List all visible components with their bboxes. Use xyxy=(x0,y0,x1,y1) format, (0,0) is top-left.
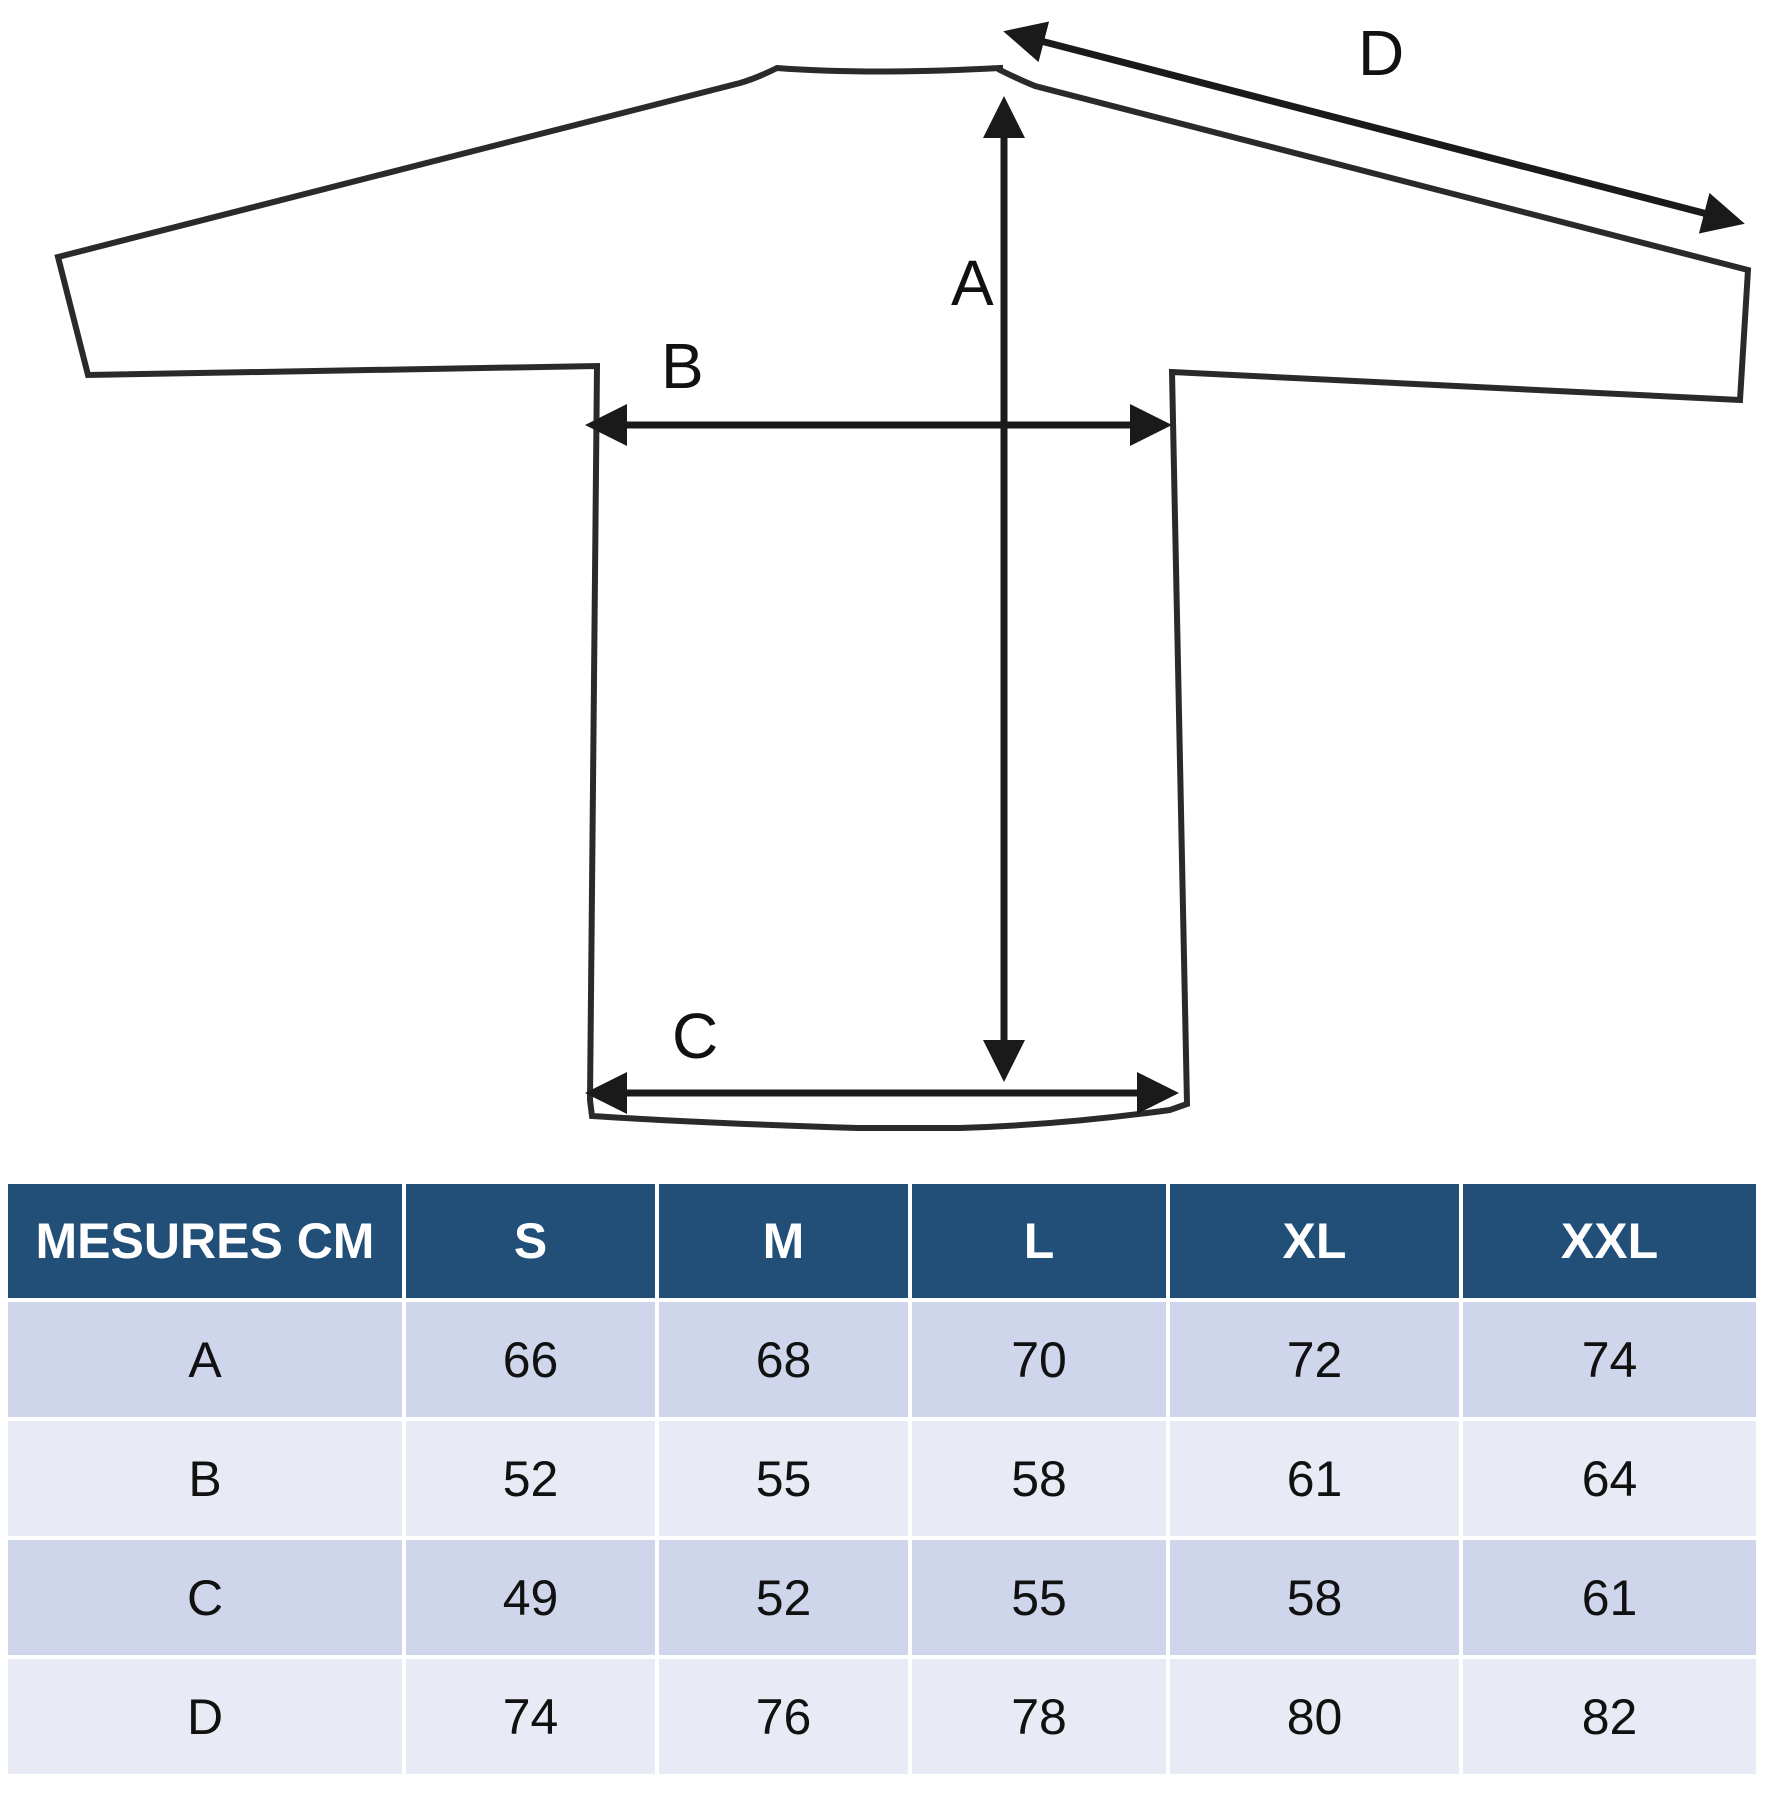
table-row xyxy=(8,1659,1756,1774)
table-row xyxy=(8,1540,1756,1655)
shirt-outline xyxy=(58,68,1748,1128)
table-cell: 55 xyxy=(912,1540,1166,1655)
dimension-b-label: B xyxy=(661,330,704,402)
dimension-d-label: D xyxy=(1358,17,1405,89)
header-size-m: M xyxy=(659,1184,908,1298)
table-cell: 78 xyxy=(912,1659,1166,1774)
table-cell: 74 xyxy=(1463,1302,1756,1417)
row-label: D xyxy=(8,1659,402,1774)
table-cell: 55 xyxy=(659,1421,908,1536)
table-cell: 64 xyxy=(1463,1421,1756,1536)
header-size-l: L xyxy=(912,1184,1166,1298)
table-cell: 58 xyxy=(1170,1540,1459,1655)
table-row xyxy=(8,1421,1756,1536)
table-cell: 66 xyxy=(406,1302,655,1417)
table-cell: 80 xyxy=(1170,1659,1459,1774)
table-cell: 61 xyxy=(1463,1540,1756,1655)
dimension-c-label: C xyxy=(672,1000,719,1072)
header-size-xl: XL xyxy=(1170,1184,1459,1298)
table-header-row xyxy=(8,1184,1756,1298)
header-size-s: S xyxy=(406,1184,655,1298)
row-label: B xyxy=(8,1421,402,1536)
header-measures: MESURES CM xyxy=(8,1184,402,1298)
table-cell: 52 xyxy=(406,1421,655,1536)
table-cell: 76 xyxy=(659,1659,908,1774)
table-cell: 68 xyxy=(659,1302,908,1417)
table-cell: 49 xyxy=(406,1540,655,1655)
row-label: C xyxy=(8,1540,402,1655)
table-cell: 72 xyxy=(1170,1302,1459,1417)
row-label: A xyxy=(8,1302,402,1417)
table-row xyxy=(8,1302,1756,1417)
table-cell: 61 xyxy=(1170,1421,1459,1536)
table-cell: 70 xyxy=(912,1302,1166,1417)
header-size-xxl: XXL xyxy=(1463,1184,1756,1298)
table-cell: 52 xyxy=(659,1540,908,1655)
dimension-a-label: A xyxy=(951,247,994,319)
size-chart-table xyxy=(4,1180,1760,1778)
table-cell: 82 xyxy=(1463,1659,1756,1774)
table-cell: 74 xyxy=(406,1659,655,1774)
table-cell: 58 xyxy=(912,1421,1166,1536)
